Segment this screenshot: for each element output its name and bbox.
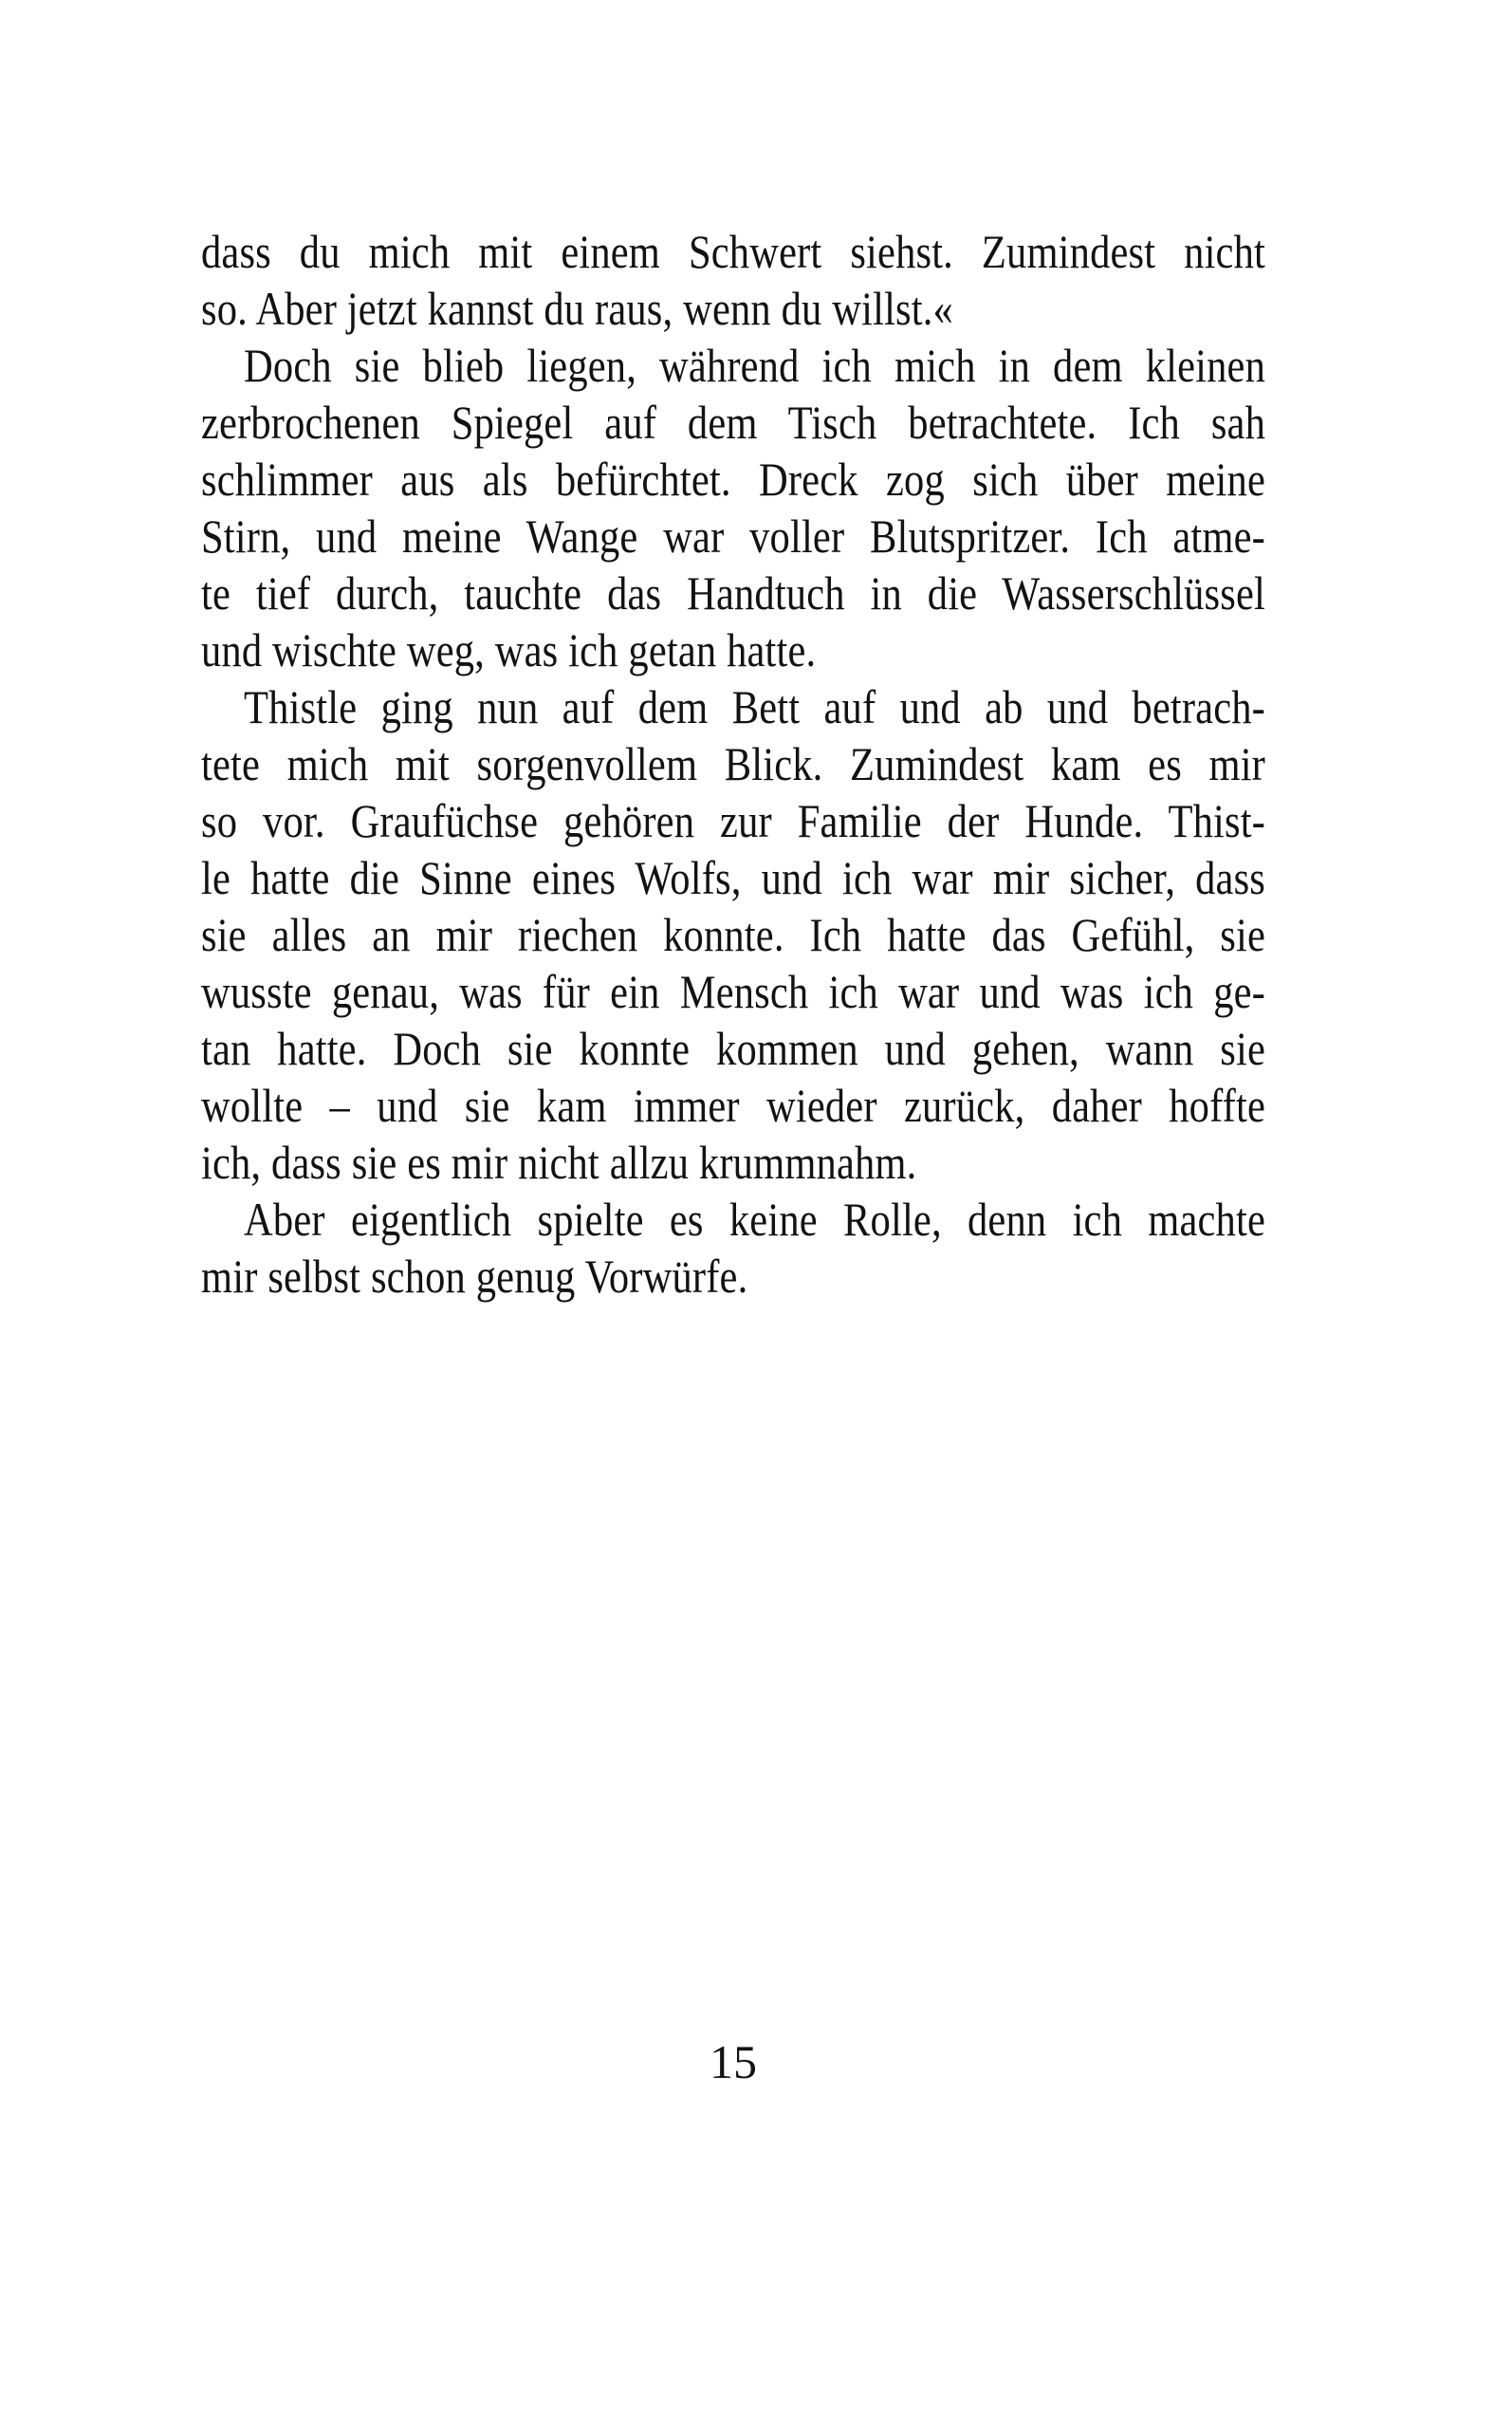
- text-line: sie alles an mir riechen konnte. Ich hatte das Gefühl, sie: [201, 908, 1265, 961]
- text-line: Thistle ging nun auf dem Bett auf und ab und betrach-: [244, 680, 1265, 733]
- text-line: tan hatte. Doch sie konnte kommen und gehen, wann sie: [201, 1022, 1265, 1075]
- text-line: ich, dass sie es mir nicht allzu krummnahm.: [201, 1136, 917, 1189]
- text-line: so. Aber jetzt kannst du raus, wenn du willst.«: [201, 282, 953, 335]
- text-line: le hatte die Sinne eines Wolfs, und ich war mir sicher, dass: [201, 851, 1265, 904]
- body-text: [201, 223, 1265, 1305]
- text-line: wollte – und sie kam immer wieder zurück, daher hoffte: [201, 1079, 1265, 1132]
- text-line: te tief durch, tauchte das Handtuch in die Wasserschlüssel: [201, 566, 1265, 620]
- text-line: schlimmer aus als befürchtet. Dreck zog sich über meine: [201, 453, 1265, 506]
- text-line: Doch sie blieb liegen, während ich mich in dem kleinen: [244, 339, 1265, 392]
- text-line: zerbrochenen Spiegel auf dem Tisch betrachtete. Ich sah: [201, 396, 1265, 449]
- text-line: so vor. Graufüchse gehören zur Familie der Hunde. Thist-: [201, 794, 1265, 847]
- text-line: und wischte weg, was ich getan hatte.: [201, 623, 817, 676]
- page-number: 15: [710, 2035, 757, 2088]
- text-line: tete mich mit sorgenvollem Blick. Zumindest kam es mir: [201, 737, 1265, 790]
- text-line: wusste genau, was für ein Mensch ich war und was ich ge-: [201, 965, 1265, 1018]
- text-line: mir selbst schon genug Vorwürfe.: [201, 1250, 748, 1303]
- text-line: Aber eigentlich spielte es keine Rolle, denn ich machte: [244, 1193, 1265, 1246]
- text-line: Stirn, und meine Wange war voller Blutspritzer. Ich atme-: [201, 510, 1265, 563]
- text-line: dass du mich mit einem Schwert siehst. Zumindest nicht: [201, 225, 1265, 278]
